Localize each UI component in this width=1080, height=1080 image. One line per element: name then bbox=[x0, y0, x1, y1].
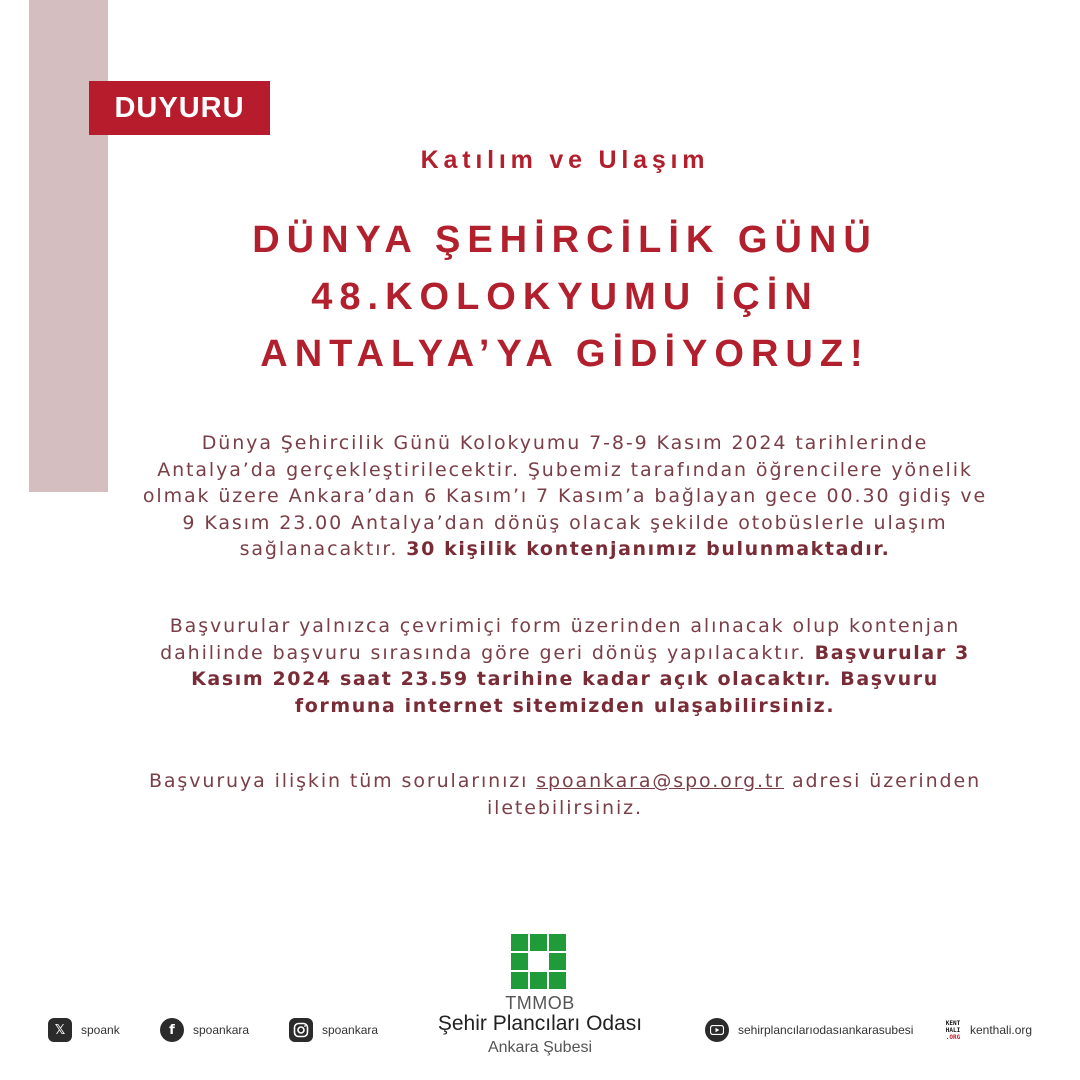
social-x[interactable] bbox=[48, 1017, 120, 1043]
org-name-line-2: Şehir Plancıları Odası bbox=[437, 1012, 643, 1035]
email-link[interactable]: spoankara@spo.org.tr bbox=[536, 770, 785, 792]
org-name-line-1: TMMOB bbox=[505, 993, 575, 1013]
social-youtube-label: sehirplancılarıodasıankarasubesi bbox=[738, 1023, 914, 1037]
facebook-icon: f bbox=[160, 1018, 184, 1042]
social-x-label: spoank bbox=[81, 1023, 120, 1037]
paragraph-contact-before: Başvuruya ilişkin tüm sorularınızı bbox=[148, 770, 529, 792]
paragraph-transport-bold: 30 kişilik kontenjanımız bulunmaktadır. bbox=[406, 538, 891, 560]
social-facebook[interactable] bbox=[160, 1017, 249, 1043]
paragraph-transport-text: Dünya Şehircilik Günü Kolokyumu 7-8-9 Kasım 2024 tarihlerinde Antalya’da gerçekleştirilecektir. Şubemiz tarafından öğrencilere yönelik olmak üzere Ankara’dan 6 Kasım’ı 7 Kasım’a bağlayan gece 00.30 gidiş ve 9 Kasım 23.00 Antalya’dan dönüş olacak şekilde otobüslerle ulaşım sağlanacaktır. bbox=[142, 432, 988, 560]
website-label: kenthali.org bbox=[970, 1023, 1033, 1037]
x-icon: 𝕏 bbox=[48, 1018, 72, 1042]
paragraph-transport bbox=[140, 430, 990, 563]
decorative-side-bar bbox=[29, 0, 108, 492]
headline-line-3: ANTALYA’YA GİDİYORUZ! bbox=[260, 333, 870, 375]
tmmob-spo-logo-icon bbox=[511, 934, 566, 989]
website-link[interactable] bbox=[940, 1017, 1032, 1043]
paragraph-application-text: Başvurular yalnızca çevrimiçi form üzerinden alınacak olup kontenjan dahilinde başvuru sırasında göre geri dönüş yapılacaktır. bbox=[160, 615, 961, 664]
headline-line-1: DÜNYA ŞEHİRCİLİK GÜNÜ bbox=[252, 219, 878, 261]
youtube-icon bbox=[705, 1018, 729, 1042]
subtitle: Katılım ve Ulaşım bbox=[420, 146, 710, 174]
paragraph-contact-after: adresi üzerinden iletebilirsiniz. bbox=[486, 770, 982, 819]
social-youtube[interactable] bbox=[705, 1017, 913, 1043]
announcement-badge: DUYURU bbox=[89, 81, 270, 135]
org-name-line-3: Ankara Şubesi bbox=[487, 1039, 593, 1056]
instagram-icon bbox=[289, 1018, 313, 1042]
social-instagram-label: spoankara bbox=[322, 1023, 379, 1037]
social-facebook-label: spoankara bbox=[193, 1023, 250, 1037]
kenthali-logo-icon: KENT HALI .ORG bbox=[945, 1019, 961, 1041]
headline-line-2: 48.KOLOKYUMU İÇİN bbox=[311, 276, 819, 318]
headline bbox=[140, 212, 990, 383]
paragraph-contact bbox=[140, 768, 990, 821]
paragraph-application bbox=[140, 613, 990, 719]
paragraph-application-bold: Başvurular 3 Kasım 2024 saat 23.59 tarihine kadar açık olacaktır. Başvuru formuna internet sitemizden ulaşabilirsiniz. bbox=[191, 641, 970, 717]
social-instagram[interactable] bbox=[289, 1017, 378, 1043]
